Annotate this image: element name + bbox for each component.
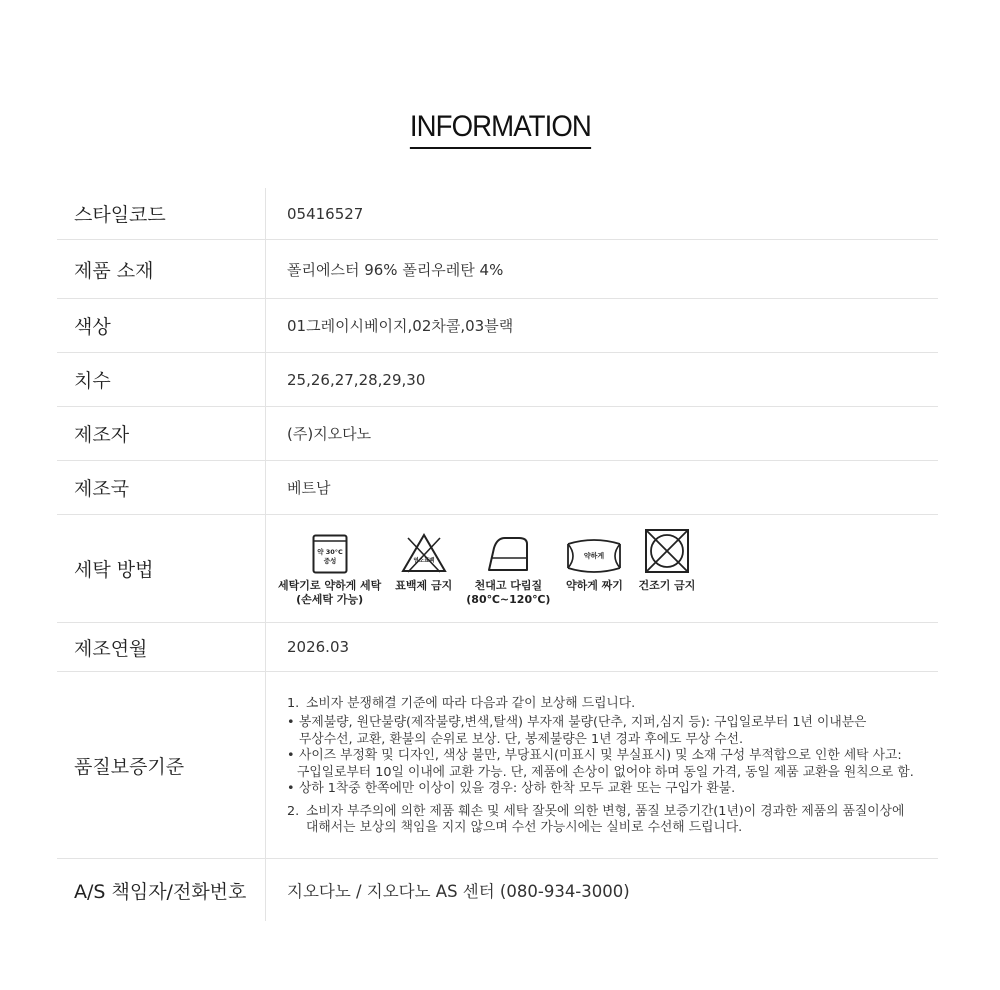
warranty-item	[287, 804, 914, 837]
icon-text: 약 30°C	[316, 548, 343, 556]
care-item-no-tumble-dry	[638, 530, 695, 593]
warranty-b2-line2: 구입일로부터 10일 이내에 교환 가능. 단, 제품에 손상이 없어야 하며 동일 가격, 동일 제품 교환을 원칙으로 함.	[297, 764, 914, 780]
page-title: INFORMATION	[409, 108, 590, 149]
icon-text: 중성	[323, 557, 336, 565]
row-label: 제조연월	[57, 623, 266, 671]
care-label: 세탁기로 약하게 세탁 (손세탁 가능)	[278, 579, 382, 606]
warranty-item	[287, 781, 914, 798]
warranty-item	[287, 748, 914, 781]
care-label: 천대고 다림질 (80℃~120℃)	[466, 579, 551, 606]
row-value: 01그레이시베이지,02차콜,03블랙	[287, 317, 514, 335]
row-color	[57, 299, 938, 353]
row-washing	[57, 515, 938, 623]
row-value: 25,26,27,28,29,30	[287, 370, 426, 389]
title-wrap	[0, 108, 1000, 149]
list-number: 1.	[287, 695, 300, 711]
warranty-item	[287, 696, 914, 713]
icon-text: 염소표백	[413, 558, 435, 564]
bullet: •	[287, 748, 295, 763]
no-bleach-icon	[400, 530, 448, 574]
care-instructions	[266, 515, 938, 622]
row-value: 베트남	[287, 479, 331, 497]
row-date	[57, 623, 938, 672]
row-value: (주)지오다노	[287, 425, 372, 443]
row-label: 제품 소재	[57, 240, 266, 298]
warranty-b1-line2: 무상수선, 교환, 환불의 순위로 보상. 단, 봉제불량은 1년 경과 후에도 무상 수선.	[299, 731, 744, 747]
row-country	[57, 461, 938, 515]
warranty-b2-line1: 사이즈 부정확 및 디자인, 색상 불만, 부당표시(미표시 및 부실표시) 및 소재 구성 부적합으로 인한 세탁 사고:	[299, 748, 902, 763]
care-item-no-bleach	[395, 530, 452, 593]
warranty-p1: 소비자 분쟁해결 기준에 따라 다음과 같이 보상해 드립니다.	[306, 695, 636, 711]
row-value: 지오다노 / 지오다노 AS 센터 (080-934-3000)	[287, 882, 630, 901]
row-warranty	[57, 672, 938, 859]
row-maker	[57, 407, 938, 461]
care-label: 약하게 짜기	[565, 579, 623, 592]
row-value: 2026.03	[287, 638, 350, 656]
wring-gently-icon	[564, 530, 624, 574]
warranty-b3: 상하 1착중 한쪽에만 이상이 있을 경우: 상하 한착 모두 교환 또는 구입가 환불.	[299, 781, 736, 796]
care-item-machine-wash	[278, 530, 381, 607]
warranty-p2-line2: 대해서는 보상의 책임을 지지 않으며 수선 가능시에는 실비로 수선해 드립니다.	[306, 820, 743, 835]
care-item-wring-gently	[564, 530, 624, 593]
row-size	[57, 353, 938, 407]
list-number: 2.	[287, 803, 300, 819]
row-label: 치수	[57, 353, 266, 406]
warranty-b1-line1: 봉제불량, 원단불량(제작불량,변색,탈색) 부자재 불량(단추, 지퍼,심지 등): 구입일로부터 1년 이내분은	[299, 715, 867, 730]
row-material	[57, 240, 938, 299]
no-tumble-dry-icon	[644, 530, 690, 574]
row-label: 제조자	[57, 407, 266, 460]
row-label: 제조국	[57, 461, 266, 514]
care-list	[278, 530, 709, 607]
iron-icon	[486, 530, 530, 574]
row-style-code	[57, 188, 938, 240]
machine-wash-icon	[312, 530, 348, 574]
warranty-text	[266, 672, 938, 858]
warranty-item	[287, 715, 914, 748]
care-item-iron	[466, 530, 550, 607]
row-label: 세탁 방법	[57, 515, 266, 622]
warranty-p2-line1: 소비자 부주의에 의한 제품 훼손 및 세탁 잘못에 의한 변형, 품질 보증기간(1년)이 경과한 제품의 품질이상에	[306, 803, 905, 819]
bullet: •	[287, 715, 295, 730]
row-as	[57, 859, 938, 921]
info-table	[57, 188, 938, 921]
warranty-block	[287, 682, 914, 849]
care-label: 건조기 금지	[638, 579, 696, 592]
icon-text: 약하게	[584, 552, 605, 560]
row-label: 품질보증기준	[57, 672, 266, 858]
row-label: 스타일코드	[57, 188, 266, 239]
row-label: A/S 책임자/전화번호	[57, 859, 266, 921]
bullet: •	[287, 781, 295, 796]
row-value: 05416527	[287, 204, 364, 223]
row-label: 색상	[57, 299, 266, 352]
care-label: 표백제 금지	[395, 579, 453, 592]
row-value: 폴리에스터 96% 폴리우레탄 4%	[287, 260, 504, 279]
